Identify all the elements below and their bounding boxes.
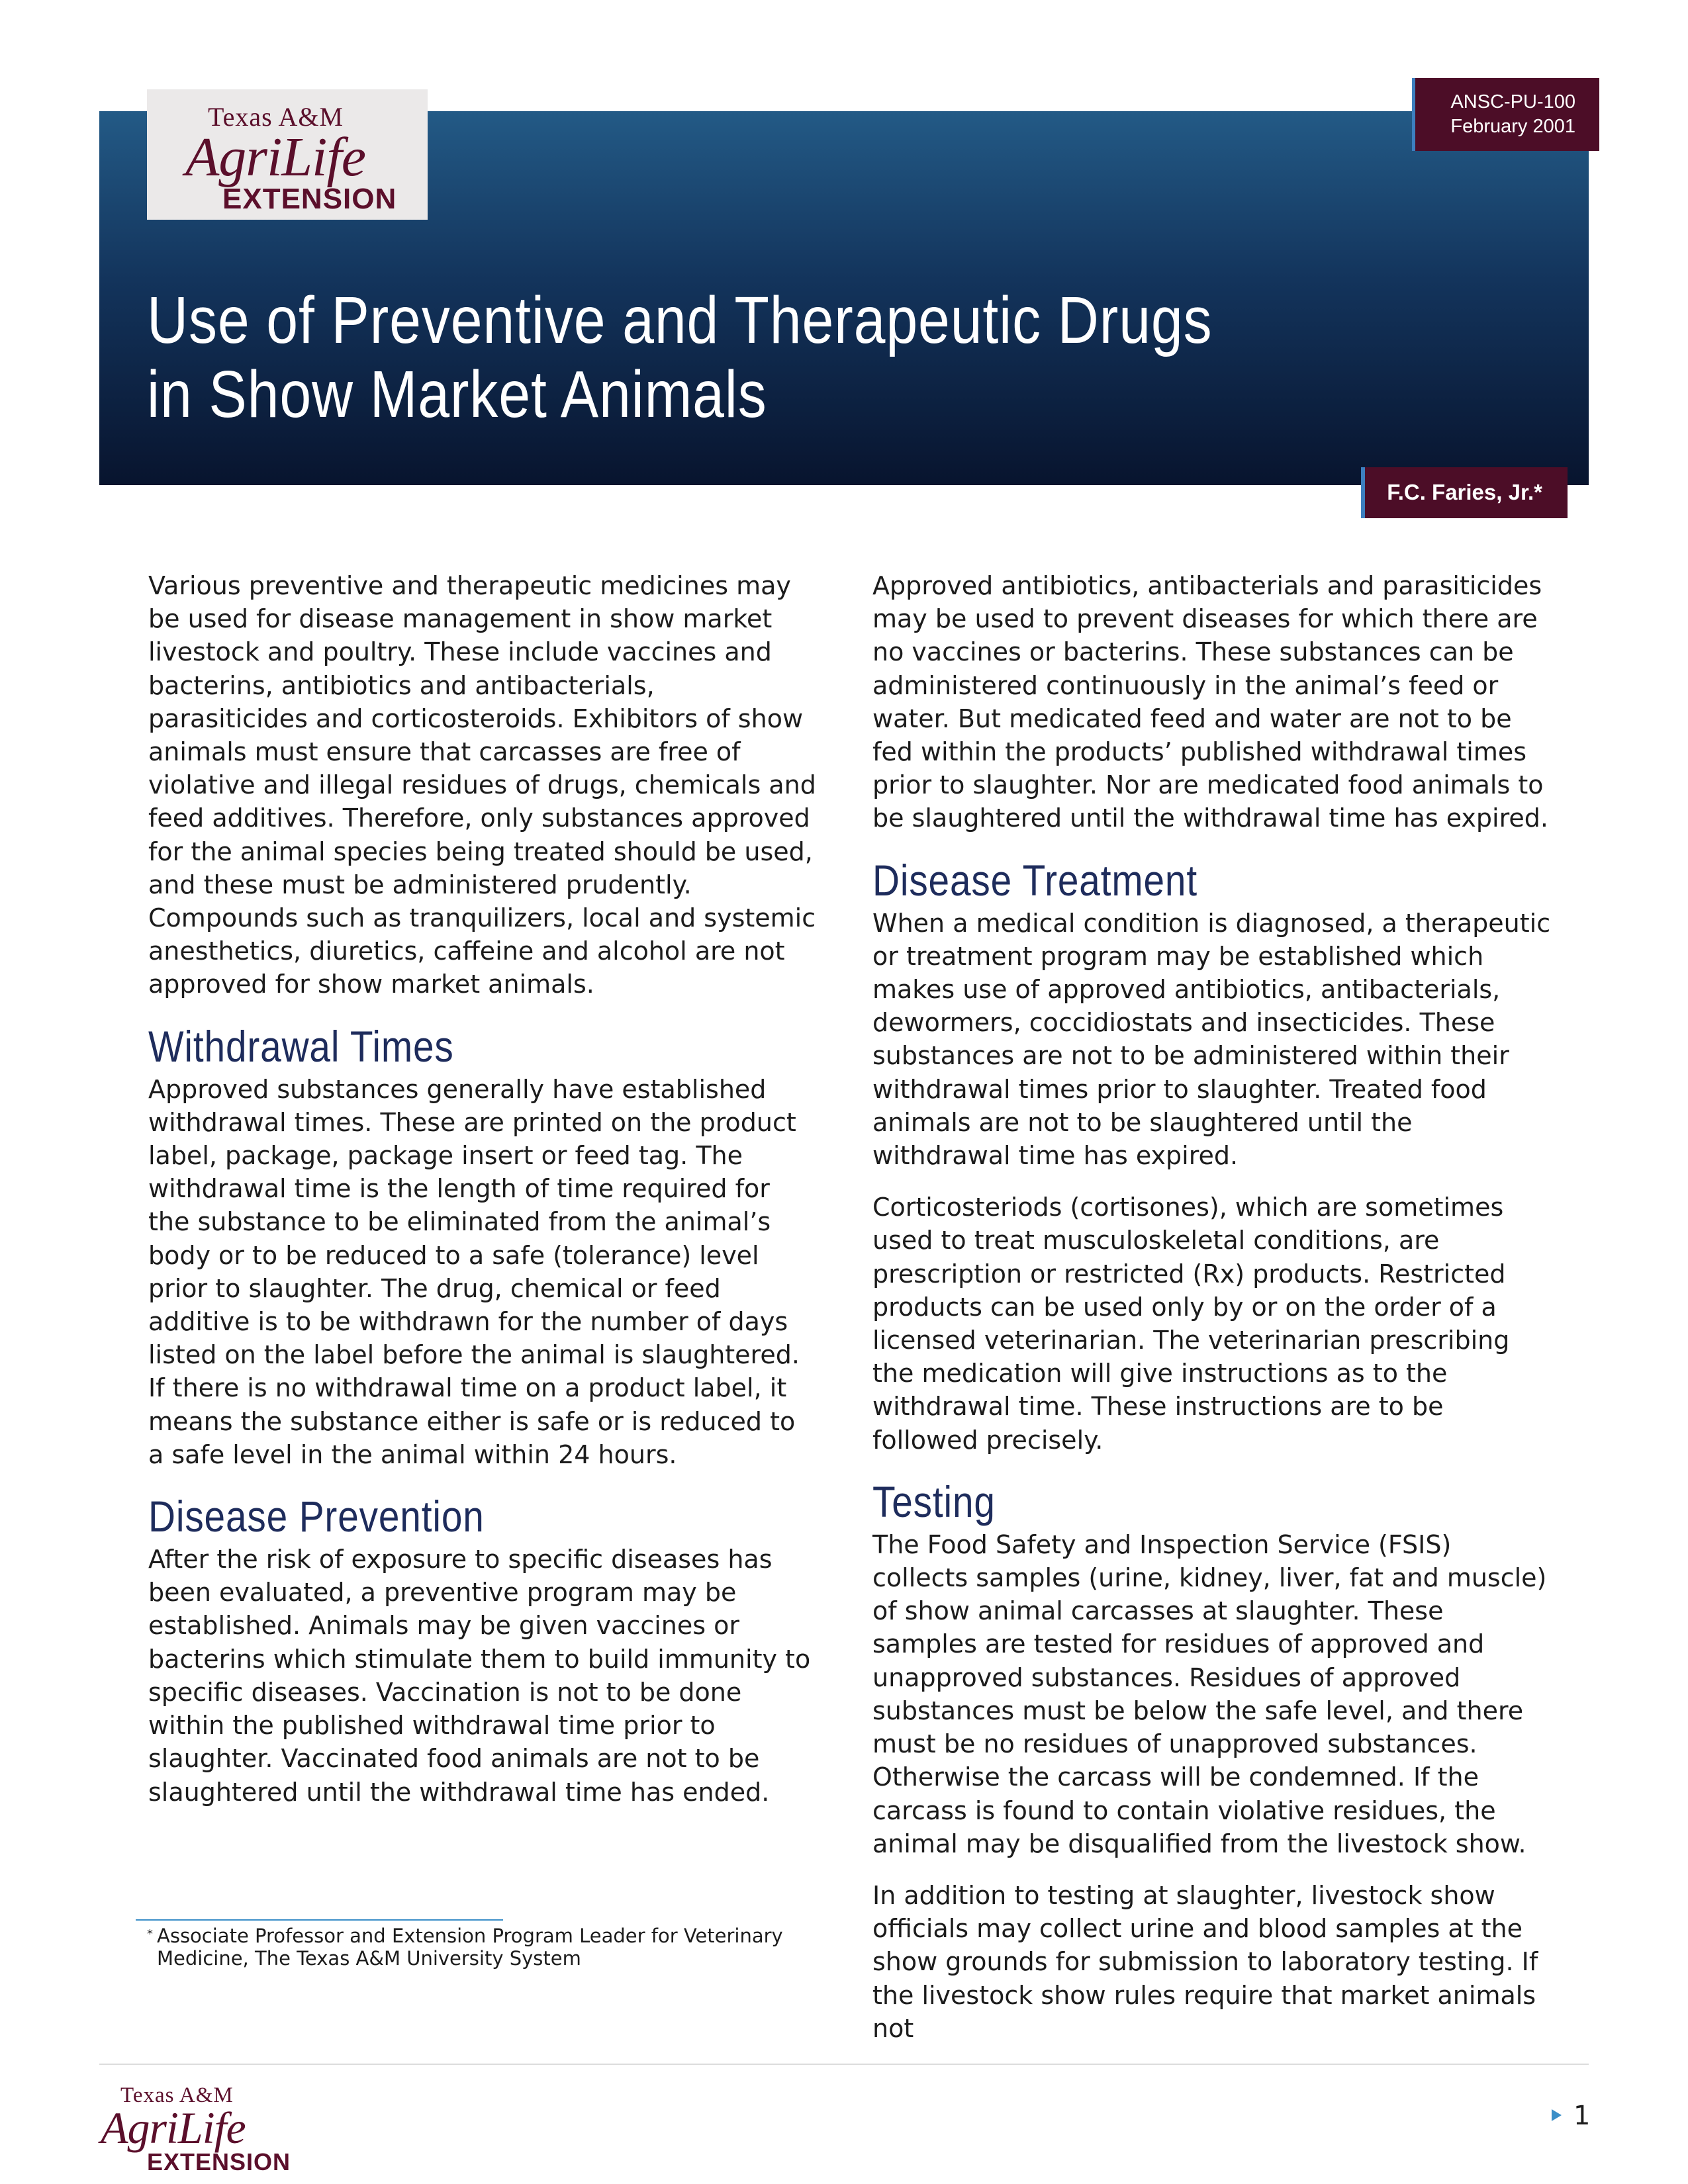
title-line1: Use of Preventive and Therapeutic Drugs xyxy=(147,283,1213,357)
left-column xyxy=(148,569,817,1827)
right-column xyxy=(872,569,1554,2064)
footnote-text: Associate Professor and Extension Program Leader for Veterinary Medicine, The Texas A&M University System xyxy=(157,1925,783,1970)
testing-paragraph-2: In addition to testing at slaughter, livestock show officials may collect urine and blood samples at the show grounds for submission to laboratory testing. If the livestock show rules require that market animals not xyxy=(872,1880,1538,2043)
author-badge: F.C. Faries, Jr.* xyxy=(1361,467,1568,518)
prevention-paragraph: After the risk of exposure to specific diseases has been evaluated, a preventive program may be established. Animals may be given vaccines or bacterins which stimulate them to build immunity to specific diseases. Vaccination is not to be done within the published withdrawal time prior to slaughter. Vaccinated food animals are not to be slaughtered until the withdrawal time has ended. xyxy=(148,1545,811,1807)
footer-logo-line3: EXTENSION xyxy=(147,2148,291,2176)
page-number: 1 xyxy=(1573,2101,1591,2131)
footer-divider xyxy=(99,2064,1589,2065)
page-arrow-icon xyxy=(1552,2109,1562,2121)
logo-line3: EXTENSION xyxy=(222,182,397,215)
footnote xyxy=(147,1925,822,1970)
footer-logo-line1: Texas A&M xyxy=(120,2083,234,2107)
page-title xyxy=(147,283,1229,432)
logo-line1: Texas A&M xyxy=(208,102,344,132)
footnote-marker: * xyxy=(147,1927,153,1941)
title-line2: in Show Market Animals xyxy=(147,357,767,432)
withdrawal-paragraph: Approved substances generally have established withdrawal times. These are printed on the product label, package, package insert or feed tag. The withdrawal time is the length of time required for the substance to be eliminated from the animal’s body or to be reduced to a safe (tolerance) level prior to slaughter. The drug, chemical or feed additive is to be withdrawn for the number of days listed on the label before the animal is slaughtered. If there is no withdrawal time on a product label, it means the substance either is safe or is reduced to a safe level in the animal within 24 hours. xyxy=(148,1074,800,1469)
testing-paragraph-1: The Food Safety and Inspection Service (FSIS) collects samples (urine, kidney, liver, fat and muscle) of show animal carcasses at slaughter. These samples are tested for residues of approved and unapproved substances. Residues of approved substances must be below the safe level, and there must be no residues of unapproved substances. Otherwise the carcass will be condemned. If the carcass is found to contain violative residues, the animal may be disqualified from the livestock show. xyxy=(872,1529,1547,1858)
withdrawal-heading: Withdrawal Times xyxy=(148,1021,454,1071)
pub-date: February 2001 xyxy=(1450,116,1575,137)
intro-paragraph: Various preventive and therapeutic medicines may be used for disease management in show market livestock and poultry. These include vaccines and bacterins, antibiotics and antibacterials, parasiticides and corticosteroids. Exhibitors of show animals must ensure that carcasses are free of violative and illegal residues of drugs, chemicals and feed additives. Therefore, only substances approved for the animal species being treated should be used, and these must be administered prudently. Compounds such as tranquilizers, local and systemic anesthetics, diuretics, caffeine and alcohol are not approved for show market animals. xyxy=(148,571,816,999)
prevention-continued-paragraph: Approved antibiotics, antibacterials and parasiticides may be used to prevent diseases for which there are no vaccines or bacterins. These substances can be administered continuously in the animal’s feed or water. But medicated feed and water are not to be fed within the products’ published withdrawal times prior to slaughter. Nor are medicated food animals to be slaughtered until the withdrawal time has expired. xyxy=(872,571,1548,833)
footer-logo-line2: AgriLife xyxy=(101,2103,246,2153)
publication-tag xyxy=(1412,78,1599,151)
logo-line2: AgriLife xyxy=(185,126,366,188)
treatment-paragraph-2: Corticosteriods (cortisones), which are sometimes used to treat musculoskeletal conditions, are prescription or restricted (Rx) products. Restricted products can be used only by or on the order of a licensed veterinarian. The veterinarian prescribing the medication will give instructions as to the withdrawal time. These instructions are to be followed precisely. xyxy=(872,1193,1510,1455)
agrilife-logo-footer xyxy=(101,2083,291,2176)
pub-number: ANSC-PU-100 xyxy=(1450,91,1575,113)
agrilife-logo-header xyxy=(147,89,428,220)
treatment-heading: Disease Treatment xyxy=(872,855,1197,905)
testing-heading: Testing xyxy=(872,1477,996,1526)
prevention-heading: Disease Prevention xyxy=(148,1492,485,1541)
footnote-divider xyxy=(136,1919,503,1921)
treatment-paragraph-1: When a medical condition is diagnosed, a therapeutic or treatment program may be established which makes use of approved antibiotics, antibacterials, dewormers, coccidiostats and insecticides. These substances are not to be administered within their withdrawal times prior to slaughter. Treated food animals are not to be slaughtered until the withdrawal time has expired. xyxy=(872,908,1551,1171)
